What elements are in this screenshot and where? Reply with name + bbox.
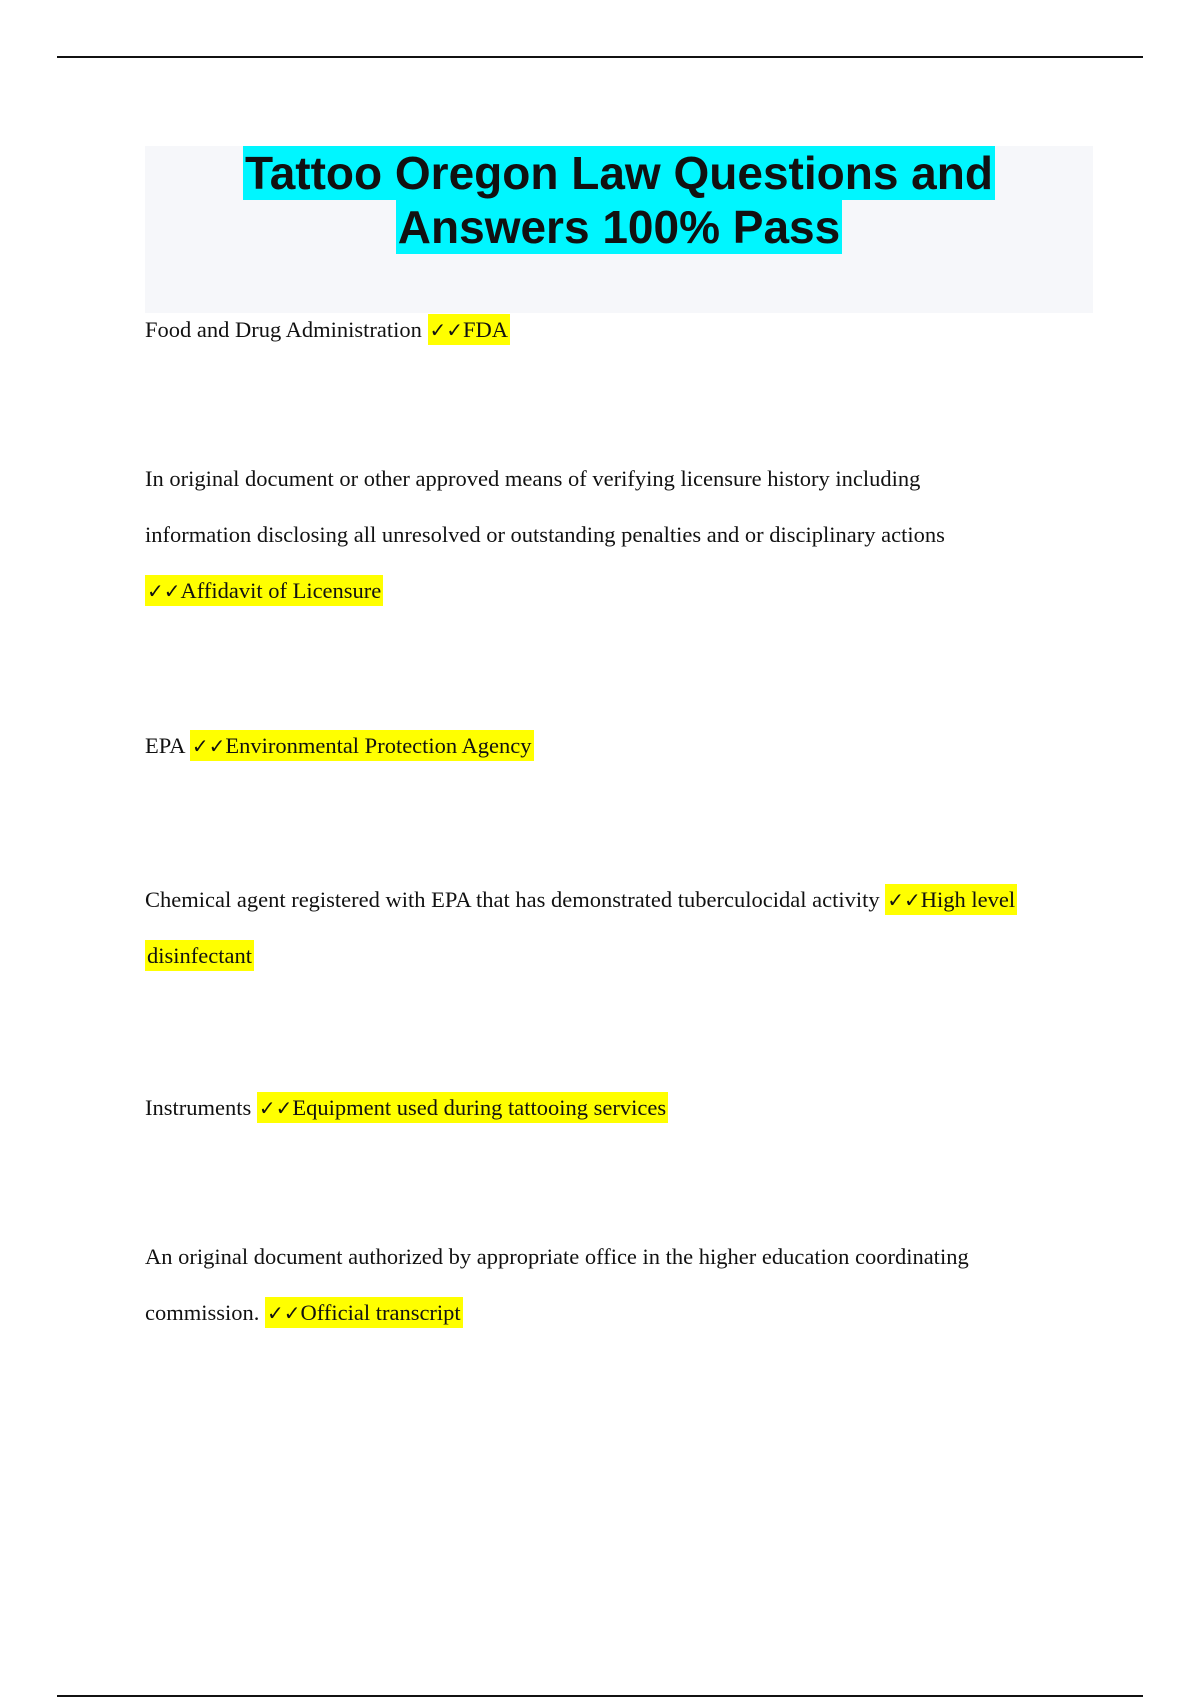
answer-highlight [257, 1092, 668, 1123]
answer-highlight [428, 314, 511, 345]
answer-text: Official transcript [300, 1300, 461, 1325]
question-text: EPA [145, 733, 190, 758]
qa-item-fda [145, 302, 1105, 358]
answer-highlight [885, 884, 1017, 915]
double-check-icon: ✓✓ [267, 1301, 301, 1325]
qa-item-instruments [145, 1080, 1105, 1136]
double-check-icon: ✓✓ [191, 734, 226, 758]
qa-line [145, 718, 1105, 774]
answer-highlight [145, 575, 383, 606]
qa-item-epa [145, 718, 1105, 774]
qa-line [145, 563, 1105, 619]
double-check-icon: ✓✓ [147, 579, 181, 603]
qa-item-transcript [145, 1229, 1105, 1341]
question-text: Chemical agent registered with EPA that has demonstrated tuberculocidal activity [145, 887, 886, 912]
double-check-icon: ✓✓ [429, 318, 464, 342]
answer-text: Affidavit of Licensure [180, 578, 382, 603]
answer-text-line-2: disinfectant [147, 943, 252, 968]
answer-highlight [265, 1297, 463, 1328]
question-text: Food and Drug Administration [145, 317, 428, 342]
question-text-line-2: commission. [145, 1300, 266, 1325]
document-title-line-1: Tattoo Oregon Law Questions and [245, 147, 993, 199]
qa-line [145, 302, 1105, 358]
qa-line [145, 872, 1105, 928]
qa-line [145, 1080, 1105, 1136]
double-check-icon: ✓✓ [258, 1096, 293, 1120]
answer-highlight [145, 940, 254, 971]
answer-text: FDA [463, 317, 509, 342]
qa-item-disinfectant [145, 872, 1105, 984]
answer-text: Environmental Protection Agency [225, 733, 532, 758]
question-text-line-1: An original document authorized by appropriate office in the higher education coordinating [145, 1244, 969, 1269]
question-text: Instruments [145, 1095, 257, 1120]
double-check-icon: ✓✓ [887, 888, 921, 912]
qa-line [145, 928, 1105, 984]
question-text-line-2: information disclosing all unresolved or outstanding penalties and or disciplinary actions [145, 522, 945, 547]
header-rule [57, 56, 1143, 58]
title-panel [145, 146, 1093, 313]
answer-text-line-1: High level [920, 887, 1016, 912]
answer-text: Equipment used during tattooing services [292, 1095, 667, 1120]
document-title-line-2: Answers 100% Pass [397, 201, 841, 253]
qa-item-affidavit [145, 451, 1105, 619]
question-text-line-1: In original document or other approved means of verifying licensure history including [145, 466, 921, 491]
footer-rule [57, 1695, 1143, 1697]
qa-line [145, 1285, 1105, 1341]
answer-highlight [190, 730, 534, 761]
